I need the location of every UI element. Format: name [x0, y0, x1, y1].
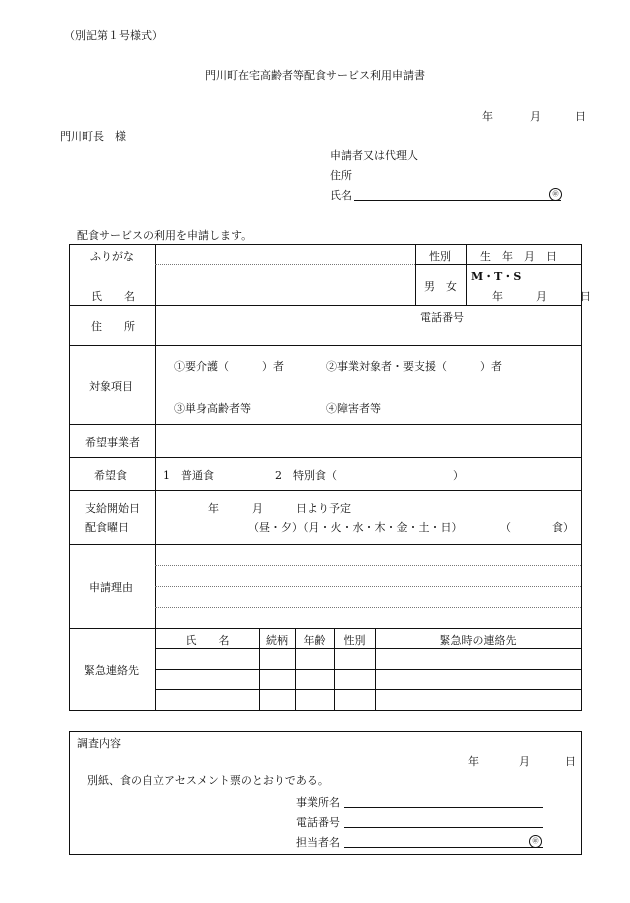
address-row-label: 住 所	[91, 320, 135, 333]
meals-paren-open: （	[500, 521, 511, 534]
addressee: 門川町長 様	[60, 130, 126, 143]
survey-date-month: 月	[519, 755, 530, 768]
address-label: 住所	[330, 169, 352, 182]
provider-label: 希望事業者	[85, 436, 140, 449]
phone-label: 電話番号	[420, 311, 464, 324]
provider-input[interactable]	[156, 425, 580, 456]
survey-label: 調査内容	[77, 737, 121, 750]
emergency-header-relation: 続柄	[266, 634, 288, 647]
applicant-name-line[interactable]	[354, 200, 561, 201]
meals-unit[interactable]: 食）	[552, 521, 574, 534]
address-input[interactable]	[156, 306, 580, 344]
emergency-row[interactable]	[156, 649, 580, 668]
reason-input[interactable]	[156, 545, 580, 627]
survey-phone-label: 電話番号	[296, 816, 340, 829]
emergency-header-age: 年齢	[303, 634, 326, 647]
emergency-row[interactable]	[156, 670, 580, 688]
date-year: 年	[482, 110, 493, 123]
furigana-input[interactable]	[156, 245, 414, 263]
delivery-days-value[interactable]: （昼・夕）（月・火・水・木・金・土・日）	[248, 521, 463, 534]
emergency-header-contact: 緊急時の連絡先	[439, 634, 517, 647]
office-label: 事業所名	[296, 796, 340, 809]
form-number: （別記第１号様式）	[64, 29, 163, 42]
name-input[interactable]	[156, 266, 414, 304]
emergency-label: 緊急連絡先	[84, 664, 139, 677]
emergency-header-gender: 性別	[343, 634, 366, 647]
start-date-value[interactable]: 年 月 日より予定	[208, 502, 351, 515]
date-month: 月	[530, 110, 541, 123]
survey-statement: 別紙、食の自立アセスメント票のとおりである。	[87, 774, 329, 787]
survey-seal-mark: ㊞	[529, 833, 542, 848]
meal-special-close: ）	[453, 469, 464, 482]
office-name-line[interactable]	[344, 807, 543, 808]
birth-era[interactable]: M・T・S	[471, 270, 522, 283]
gender-label: 性別	[429, 250, 451, 263]
intro-text: 配食サービスの利用を申請します。	[77, 229, 253, 242]
target-label: 対象項目	[89, 380, 133, 393]
name-label: 氏名	[330, 189, 352, 202]
delivery-days-label: 配食曜日	[85, 521, 129, 534]
emergency-header-name: 氏 名	[185, 634, 230, 647]
staff-name-line[interactable]	[344, 847, 543, 848]
start-date-label: 支給開始日	[85, 502, 140, 515]
seal-mark: ㊞	[549, 186, 562, 201]
target-option-1[interactable]: ①要介護（ ）者	[174, 360, 284, 373]
form-title: 門川町在宅高齢者等配食サービス利用申請書	[205, 69, 425, 82]
furigana-label: ふりがな	[90, 250, 134, 263]
survey-date-day: 日	[565, 755, 576, 768]
birth-header: 生 年 月 日	[480, 250, 557, 263]
birth-ymd[interactable]: 年 月 日	[492, 290, 591, 303]
target-option-4[interactable]: ④障害者等	[326, 402, 381, 415]
meal-label: 希望食	[94, 469, 127, 482]
applicant-label: 申請者又は代理人	[330, 149, 418, 162]
name-label-cell: 氏 名	[91, 290, 135, 303]
staff-label: 担当者名	[296, 836, 340, 849]
meal-option-regular[interactable]: 1 普通食	[163, 469, 214, 482]
survey-phone-line[interactable]	[344, 827, 543, 828]
gender-options[interactable]: 男 女	[424, 280, 457, 293]
target-option-2[interactable]: ②事業対象者・要支援（ ）者	[326, 360, 502, 373]
meal-option-special[interactable]: 2 特別食（	[275, 469, 337, 482]
date-day: 日	[575, 110, 586, 123]
target-option-3[interactable]: ③単身高齢者等	[174, 402, 251, 415]
emergency-row[interactable]	[156, 690, 580, 709]
reason-label: 申請理由	[89, 581, 133, 594]
survey-date-year: 年	[468, 755, 479, 768]
